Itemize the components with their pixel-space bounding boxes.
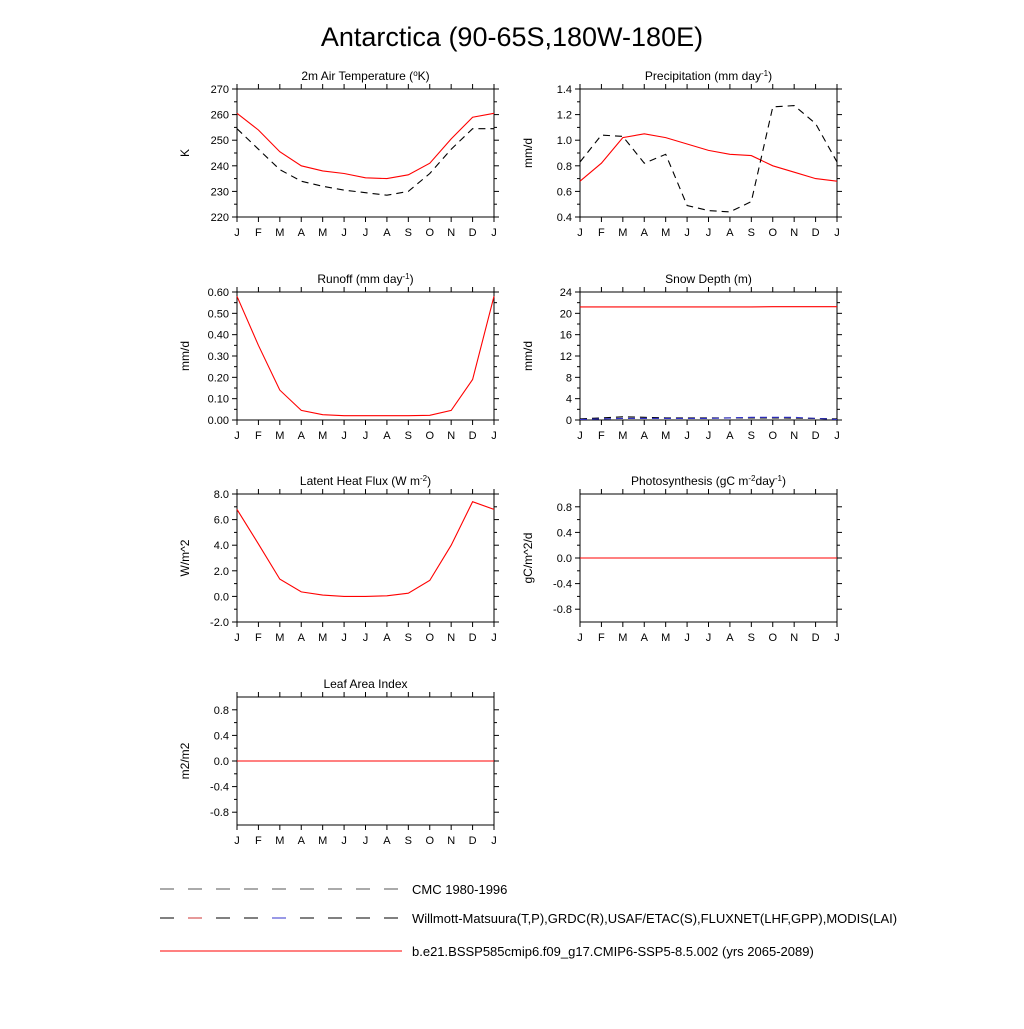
x-tick-label: D (469, 835, 477, 847)
x-tick-label: F (598, 430, 605, 442)
x-tick-label: J (684, 430, 690, 442)
y-axis-label: mm/d (521, 341, 535, 371)
panel-precip (521, 69, 842, 240)
x-tick-label: M (318, 835, 327, 847)
x-tick-label: M (275, 227, 284, 239)
x-tick-label: J (834, 430, 840, 442)
y-tick-label: 0.50 (208, 308, 229, 320)
legend-label-1: Willmott-Matsuura(T,P),GRDC(R),USAF/ETAC(S),FLUXNET(LHF,GPP),MODIS(LAI) (412, 911, 897, 926)
x-tick-label: N (447, 835, 455, 847)
x-tick-label: A (383, 227, 391, 239)
panel-title: Photosynthesis (gC $m^{-2}day^{-1}$) (631, 474, 786, 489)
x-tick-label: J (234, 632, 240, 644)
x-tick-label: F (598, 632, 605, 644)
panel-title: Latent Heat Flux (W $m^{-2}$) (300, 474, 431, 489)
x-tick-label: J (363, 632, 369, 644)
x-tick-label: J (363, 227, 369, 239)
x-tick-label: J (706, 430, 712, 442)
y-tick-label: 0.40 (208, 330, 229, 342)
y-axis-label: K (178, 149, 192, 157)
x-tick-label: N (447, 227, 455, 239)
x-tick-label: N (790, 430, 798, 442)
panel-temp (178, 69, 499, 240)
x-tick-label: A (726, 632, 734, 644)
x-tick-label: J (234, 430, 240, 442)
x-tick-label: J (834, 227, 840, 239)
y-tick-label: 8.0 (214, 489, 229, 501)
x-tick-label: J (363, 835, 369, 847)
y-axis-label: mm/d (521, 138, 535, 168)
x-tick-label: A (383, 632, 391, 644)
x-tick-label: A (641, 632, 649, 644)
x-tick-label: M (318, 632, 327, 644)
x-tick-label: F (255, 632, 262, 644)
y-axis-label: m2/m2 (178, 742, 192, 779)
x-tick-label: D (469, 430, 477, 442)
x-tick-label: M (618, 430, 627, 442)
x-tick-label: S (405, 835, 412, 847)
x-tick-label: J (363, 430, 369, 442)
x-tick-label: J (684, 632, 690, 644)
x-tick-label: F (255, 835, 262, 847)
x-tick-label: F (255, 227, 262, 239)
series-line-model-0 (237, 113, 494, 178)
y-tick-label: 1.2 (557, 110, 572, 122)
x-tick-label: D (812, 632, 820, 644)
x-tick-label: J (491, 227, 497, 239)
y-tick-label: 8 (566, 372, 572, 384)
x-tick-label: A (641, 227, 649, 239)
x-tick-label: J (577, 227, 583, 239)
legend-label-2: b.e21.BSSP585cmip6.f09_g17.CMIP6-SSP5-8.5.002 (yrs 2065-2089) (412, 944, 814, 959)
y-tick-label: 230 (211, 186, 229, 198)
y-tick-label: 0.10 (208, 394, 229, 406)
x-tick-label: F (255, 430, 262, 442)
x-tick-label: J (234, 835, 240, 847)
y-tick-label: 1.0 (557, 135, 572, 147)
x-tick-label: D (812, 227, 820, 239)
x-tick-label: M (318, 227, 327, 239)
panel-photo (521, 474, 842, 645)
y-tick-label: 0.8 (214, 705, 229, 717)
x-tick-label: S (405, 430, 412, 442)
series-line-model-0 (237, 502, 494, 597)
x-tick-label: A (641, 430, 649, 442)
y-tick-label: 0.8 (557, 161, 572, 173)
y-tick-label: -0.8 (210, 807, 229, 819)
panel-title: 2m Air Temperature ($^o$K) (301, 69, 429, 84)
plot-frame (580, 292, 837, 420)
y-tick-label: 0.30 (208, 351, 229, 363)
x-tick-label: A (298, 430, 306, 442)
series-line-model-0 (237, 296, 494, 415)
y-tick-label: 270 (211, 84, 229, 96)
x-tick-label: M (661, 632, 670, 644)
x-tick-label: A (383, 430, 391, 442)
x-tick-label: A (298, 227, 306, 239)
plot-frame (237, 89, 494, 217)
x-tick-label: J (684, 227, 690, 239)
y-tick-label: 2.0 (214, 566, 229, 578)
x-tick-label: O (425, 632, 434, 644)
panel-lhf (178, 474, 499, 645)
y-tick-label: 6.0 (214, 515, 229, 527)
y-axis-label: gC/m^2/d (521, 533, 535, 584)
x-tick-label: O (425, 835, 434, 847)
y-tick-label: 12 (560, 351, 572, 363)
x-tick-label: A (726, 227, 734, 239)
x-tick-label: M (275, 632, 284, 644)
y-tick-label: -0.8 (553, 604, 572, 616)
legend (160, 882, 897, 959)
x-tick-label: N (447, 632, 455, 644)
x-tick-label: M (618, 632, 627, 644)
panel-runoff (178, 272, 499, 443)
series-line-obs-1 (580, 106, 837, 212)
x-tick-label: S (405, 632, 412, 644)
x-tick-label: M (618, 227, 627, 239)
y-tick-label: -0.4 (553, 579, 572, 591)
x-tick-label: N (790, 227, 798, 239)
y-tick-label: 4 (566, 394, 572, 406)
plot-frame (237, 494, 494, 622)
series-line-model-0 (580, 134, 837, 181)
x-tick-label: J (706, 632, 712, 644)
y-tick-label: 0.4 (214, 730, 229, 742)
x-tick-label: J (491, 835, 497, 847)
y-tick-label: -2.0 (210, 617, 229, 629)
panel-lai (178, 677, 499, 847)
x-tick-label: A (726, 430, 734, 442)
x-tick-label: J (341, 632, 347, 644)
legend-label-0: CMC 1980-1996 (412, 882, 507, 897)
x-tick-label: O (768, 632, 777, 644)
plot-frame (580, 89, 837, 217)
y-tick-label: 0.60 (208, 287, 229, 299)
x-tick-label: M (275, 430, 284, 442)
y-tick-label: 250 (211, 135, 229, 147)
y-tick-label: 0.00 (208, 415, 229, 427)
x-tick-label: N (790, 632, 798, 644)
plot-grid (178, 69, 842, 848)
x-tick-label: M (661, 227, 670, 239)
x-tick-label: J (341, 227, 347, 239)
y-tick-label: 0.0 (214, 756, 229, 768)
y-tick-label: 240 (211, 161, 229, 173)
y-tick-label: 260 (211, 110, 229, 122)
x-tick-label: J (577, 632, 583, 644)
x-tick-label: S (405, 227, 412, 239)
panel-title: Snow Depth (m) (665, 272, 752, 286)
x-tick-label: J (491, 632, 497, 644)
y-tick-label: 220 (211, 212, 229, 224)
x-tick-label: O (425, 430, 434, 442)
x-tick-label: J (577, 430, 583, 442)
x-tick-label: J (341, 430, 347, 442)
y-tick-label: 0.0 (214, 591, 229, 603)
panel-title: Leaf Area Index (323, 677, 407, 691)
y-axis-label: W/m^2 (178, 539, 192, 576)
y-tick-label: 16 (560, 330, 572, 342)
x-tick-label: O (425, 227, 434, 239)
series-line-obs-1 (237, 129, 494, 196)
x-tick-label: O (768, 430, 777, 442)
y-tick-label: 0.8 (557, 502, 572, 514)
y-tick-label: 0.0 (557, 553, 572, 565)
y-tick-label: 4.0 (214, 540, 229, 552)
y-tick-label: 0 (566, 415, 572, 427)
panel-title: Runoff (mm day$^{-1}$) (317, 272, 413, 287)
y-tick-label: 0.4 (557, 527, 572, 539)
x-tick-label: D (469, 632, 477, 644)
x-tick-label: M (275, 835, 284, 847)
y-tick-label: 0.6 (557, 186, 572, 198)
plot-frame (237, 292, 494, 420)
panel-title: Precipitation (mm day$^{-1}$) (645, 69, 772, 84)
x-tick-label: J (834, 632, 840, 644)
y-tick-label: 20 (560, 308, 572, 320)
x-tick-label: S (748, 430, 755, 442)
x-tick-label: M (318, 430, 327, 442)
x-tick-label: J (341, 835, 347, 847)
x-tick-label: J (491, 430, 497, 442)
x-tick-label: O (768, 227, 777, 239)
x-tick-label: J (234, 227, 240, 239)
y-tick-label: 0.4 (557, 212, 572, 224)
y-axis-label: mm/d (178, 341, 192, 371)
page-title: Antarctica (90-65S,180W-180E) (321, 22, 703, 52)
x-tick-label: A (298, 632, 306, 644)
y-tick-label: 24 (560, 287, 572, 299)
x-tick-label: N (447, 430, 455, 442)
x-tick-label: S (748, 632, 755, 644)
x-tick-label: M (661, 430, 670, 442)
panel-snow (521, 272, 842, 442)
y-tick-label: -0.4 (210, 782, 229, 794)
x-tick-label: A (298, 835, 306, 847)
x-tick-label: F (598, 227, 605, 239)
x-tick-label: J (706, 227, 712, 239)
y-tick-label: 0.20 (208, 372, 229, 384)
y-tick-label: 1.4 (557, 84, 572, 96)
x-tick-label: D (812, 430, 820, 442)
x-tick-label: S (748, 227, 755, 239)
x-tick-label: A (383, 835, 391, 847)
x-tick-label: D (469, 227, 477, 239)
